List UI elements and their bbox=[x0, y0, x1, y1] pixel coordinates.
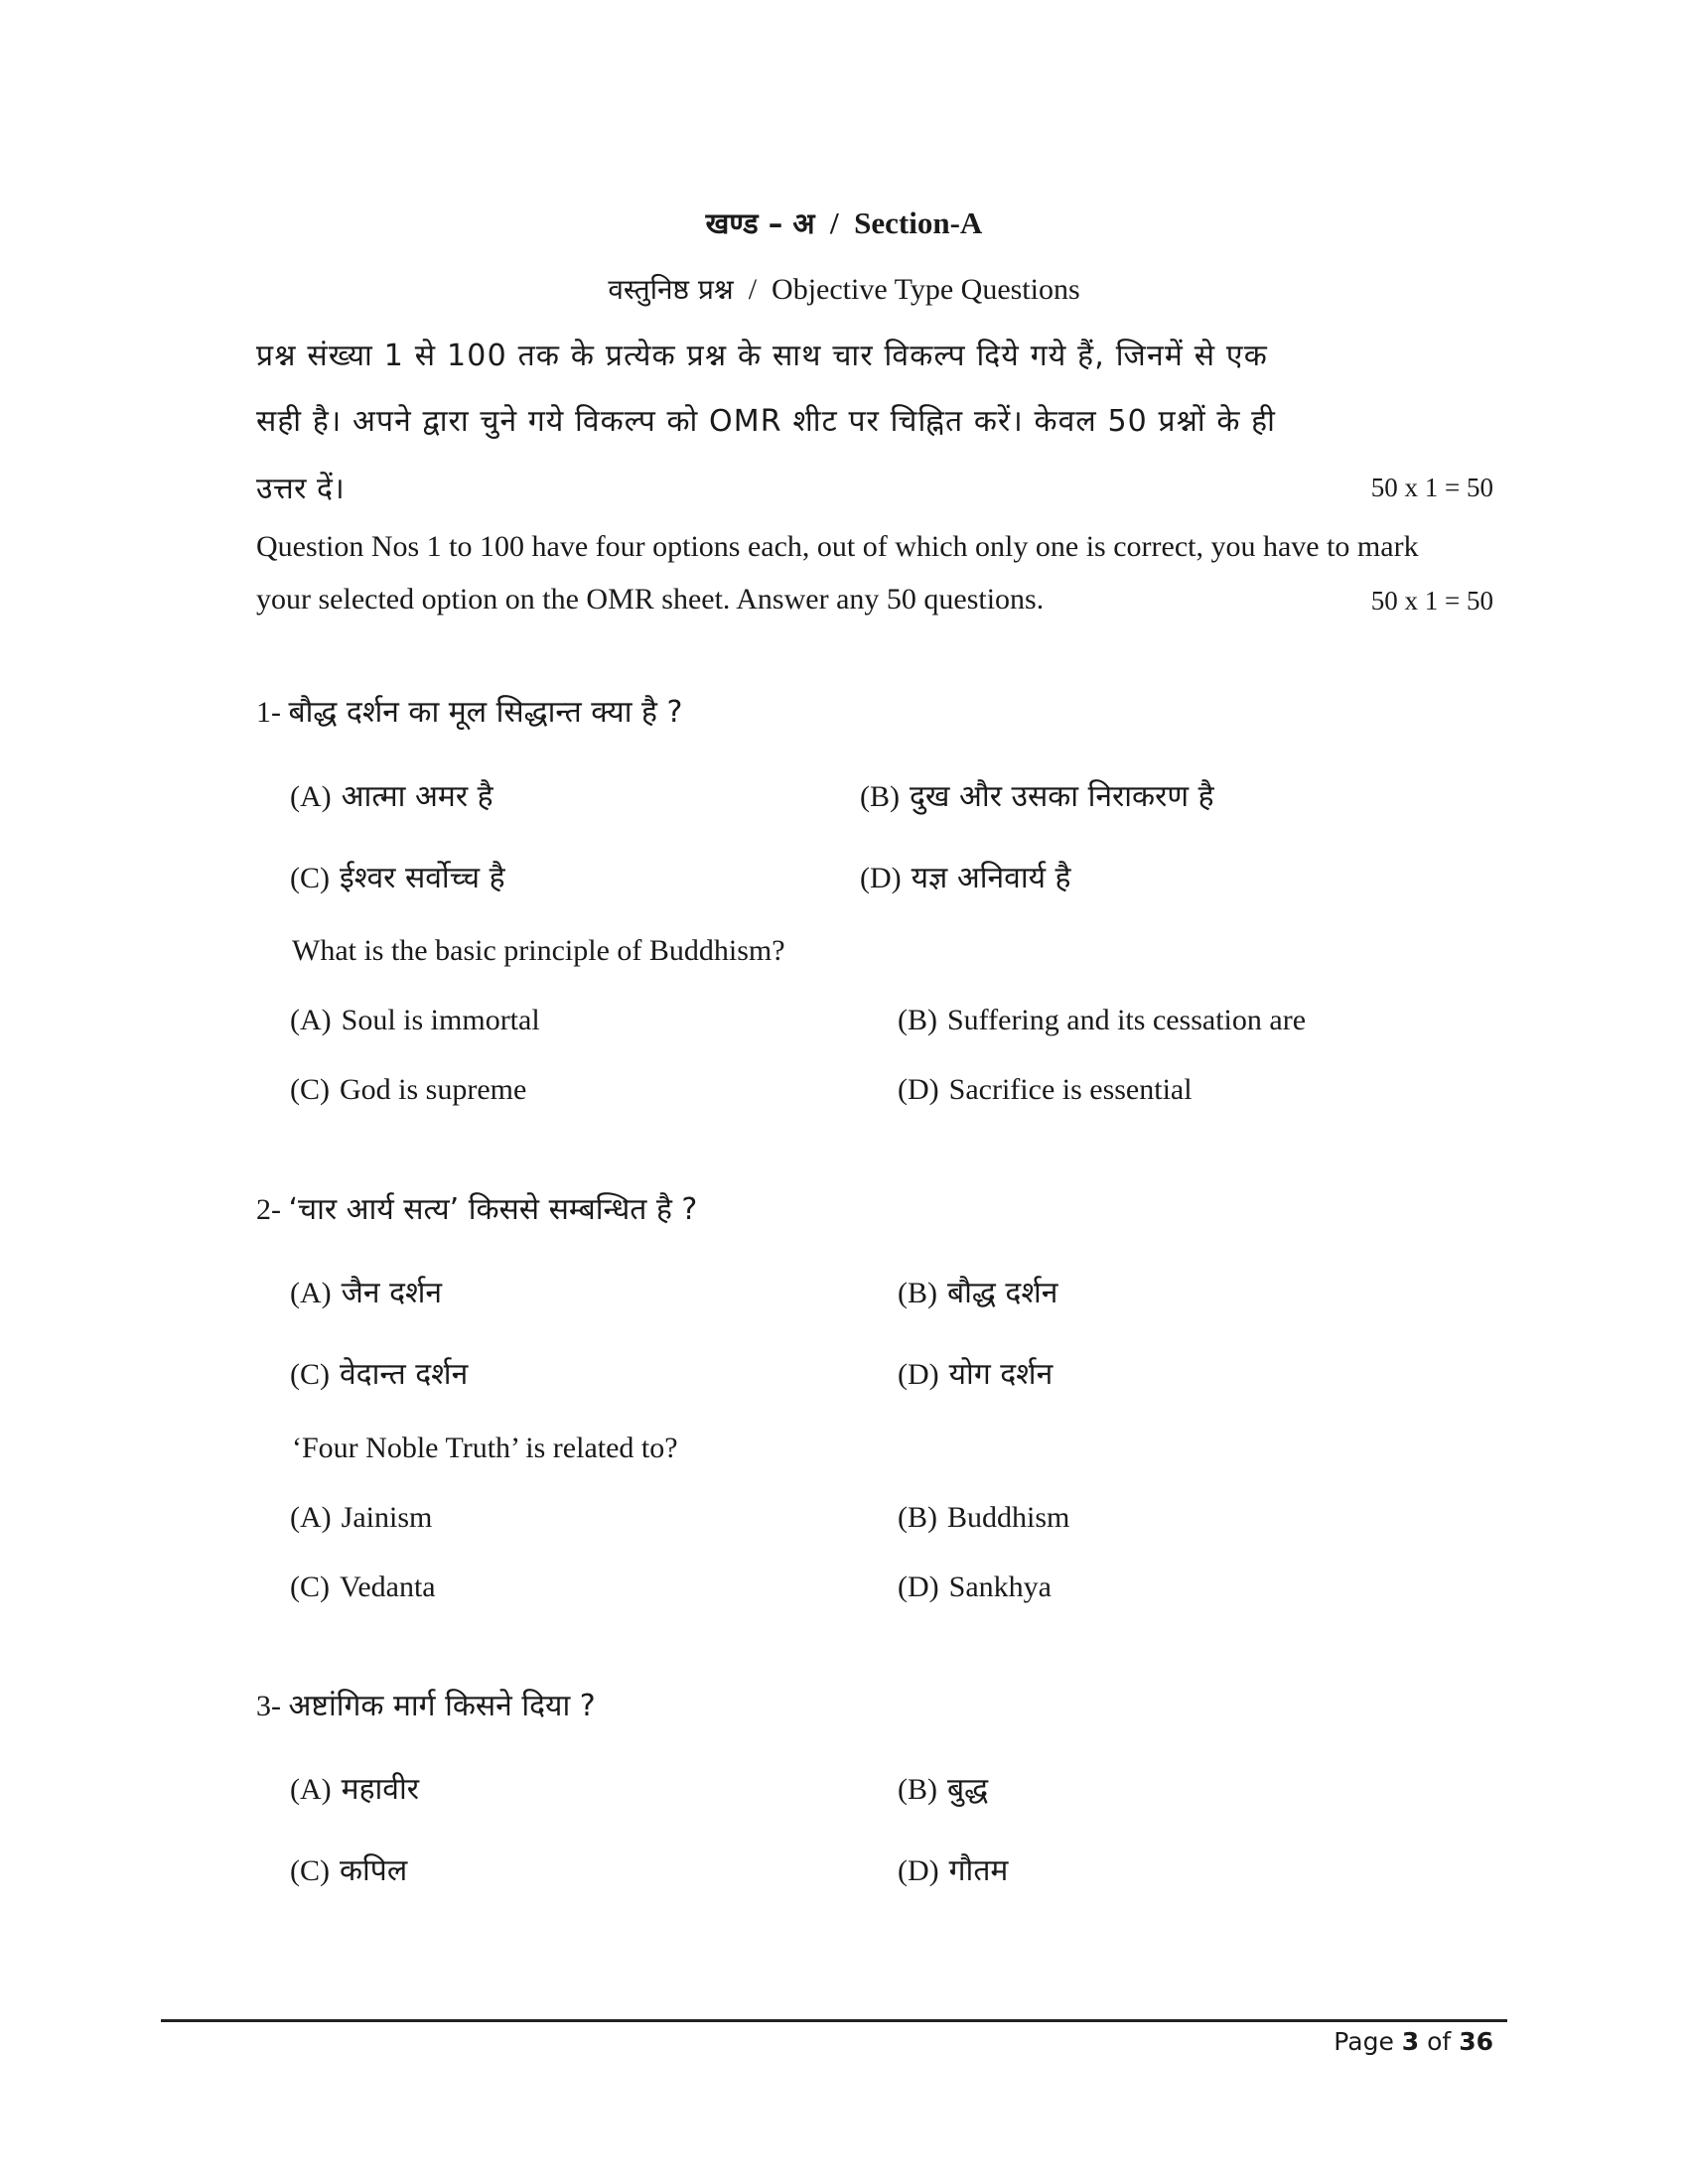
marks-hindi: 50 x 1 = 50 bbox=[1370, 473, 1493, 502]
q1-hindi-option-d[interactable]: (D) यज्ञ अनिवार्य है bbox=[860, 861, 1071, 895]
question-number: 2- bbox=[256, 1193, 281, 1226]
q1-hindi-option-b[interactable]: (B) दुख और उसका निराकरण है bbox=[860, 779, 1214, 814]
section-title bbox=[0, 204, 1688, 242]
question-2-hindi bbox=[256, 1187, 697, 1228]
instruction-hindi-line-1: प्रश्न संख्या 1 से 100 तक के प्रत्येक प्रश्न के साथ चार विकल्प दिये गये हैं, जिनमें से एक bbox=[256, 339, 1268, 373]
q2-hindi-option-a[interactable]: (A) जैन दर्शन bbox=[290, 1276, 443, 1310]
question-text-hindi: अष्टांगिक मार्ग किसने दिया ? bbox=[288, 1689, 596, 1723]
q2-english-option-d[interactable]: (D) Sankhya bbox=[898, 1570, 1052, 1603]
section-title-separator: / bbox=[830, 205, 839, 240]
q1-hindi-option-c[interactable]: (C) ईश्वर सर्वोच्च है bbox=[290, 861, 505, 895]
section-subtitle-separator: / bbox=[748, 273, 758, 306]
section-subtitle bbox=[0, 270, 1688, 308]
q3-hindi-option-b[interactable]: (B) बुद्ध bbox=[898, 1772, 989, 1807]
question-text-hindi: ‘चार आर्य सत्य’ किससे सम्बन्धित है ? bbox=[288, 1192, 698, 1227]
q2-english-option-c[interactable]: (C) Vedanta bbox=[290, 1570, 436, 1603]
marks-english: 50 x 1 = 50 bbox=[1370, 586, 1493, 615]
q2-english-option-a[interactable]: (A) Jainism bbox=[290, 1501, 433, 1534]
question-3-hindi bbox=[256, 1684, 596, 1724]
q3-hindi-option-a[interactable]: (A) महावीर bbox=[290, 1772, 420, 1807]
instruction-hindi-line-2: सही है। अपने द्वारा चुने गये विकल्प को OMR शीट पर चिह्नित करें। केवल 50 प्रश्नों के ही bbox=[256, 404, 1276, 439]
q2-hindi-option-b[interactable]: (B) बौद्ध दर्शन bbox=[898, 1276, 1058, 1310]
q1-hindi-option-a[interactable]: (A) आत्मा अमर है bbox=[290, 779, 493, 814]
question-text-hindi: बौद्ध दर्शन का मूल सिद्धान्त क्या है ? bbox=[288, 695, 683, 730]
q1-english-option-c[interactable]: (C) God is supreme bbox=[290, 1073, 527, 1106]
q1-english-option-b[interactable]: (B) Suffering and its cessation are bbox=[898, 1004, 1307, 1036]
q2-english-option-b[interactable]: (B) Buddhism bbox=[898, 1501, 1070, 1534]
question-number: 1- bbox=[256, 696, 281, 729]
section-title-hindi: खण्ड – अ bbox=[705, 206, 815, 240]
question-1-hindi bbox=[256, 690, 682, 731]
q2-hindi-option-d[interactable]: (D) योग दर्शन bbox=[898, 1357, 1054, 1392]
question-1-english: What is the basic principle of Buddhism? bbox=[292, 934, 785, 967]
instruction-english-line-1: Question Nos 1 to 100 have four options each, out of which only one is correct, you have to mark bbox=[256, 530, 1419, 563]
section-subtitle-hindi: वस्तुनिष्ठ प्रश्न bbox=[608, 273, 734, 306]
instruction-hindi-line-3: उत्तर दें। bbox=[256, 472, 346, 506]
question-2-english: ‘Four Noble Truth’ is related to? bbox=[292, 1432, 678, 1464]
q1-english-option-d[interactable]: (D) Sacrifice is essential bbox=[898, 1073, 1193, 1106]
page-number: Page 3 of 36 bbox=[1334, 2027, 1493, 2056]
section-title-english: Section-A bbox=[854, 205, 983, 240]
section-subtitle-english: Objective Type Questions bbox=[772, 273, 1080, 306]
q3-hindi-option-d[interactable]: (D) गौतम bbox=[898, 1853, 1009, 1888]
question-number: 3- bbox=[256, 1690, 281, 1722]
instruction-english-line-2: your selected option on the OMR sheet. Answer any 50 questions. bbox=[256, 583, 1045, 615]
q3-hindi-option-c[interactable]: (C) कपिल bbox=[290, 1853, 408, 1888]
q2-hindi-option-c[interactable]: (C) वेदान्त दर्शन bbox=[290, 1357, 469, 1392]
footer-divider bbox=[161, 2019, 1507, 2022]
q1-english-option-a[interactable]: (A) Soul is immortal bbox=[290, 1004, 540, 1036]
